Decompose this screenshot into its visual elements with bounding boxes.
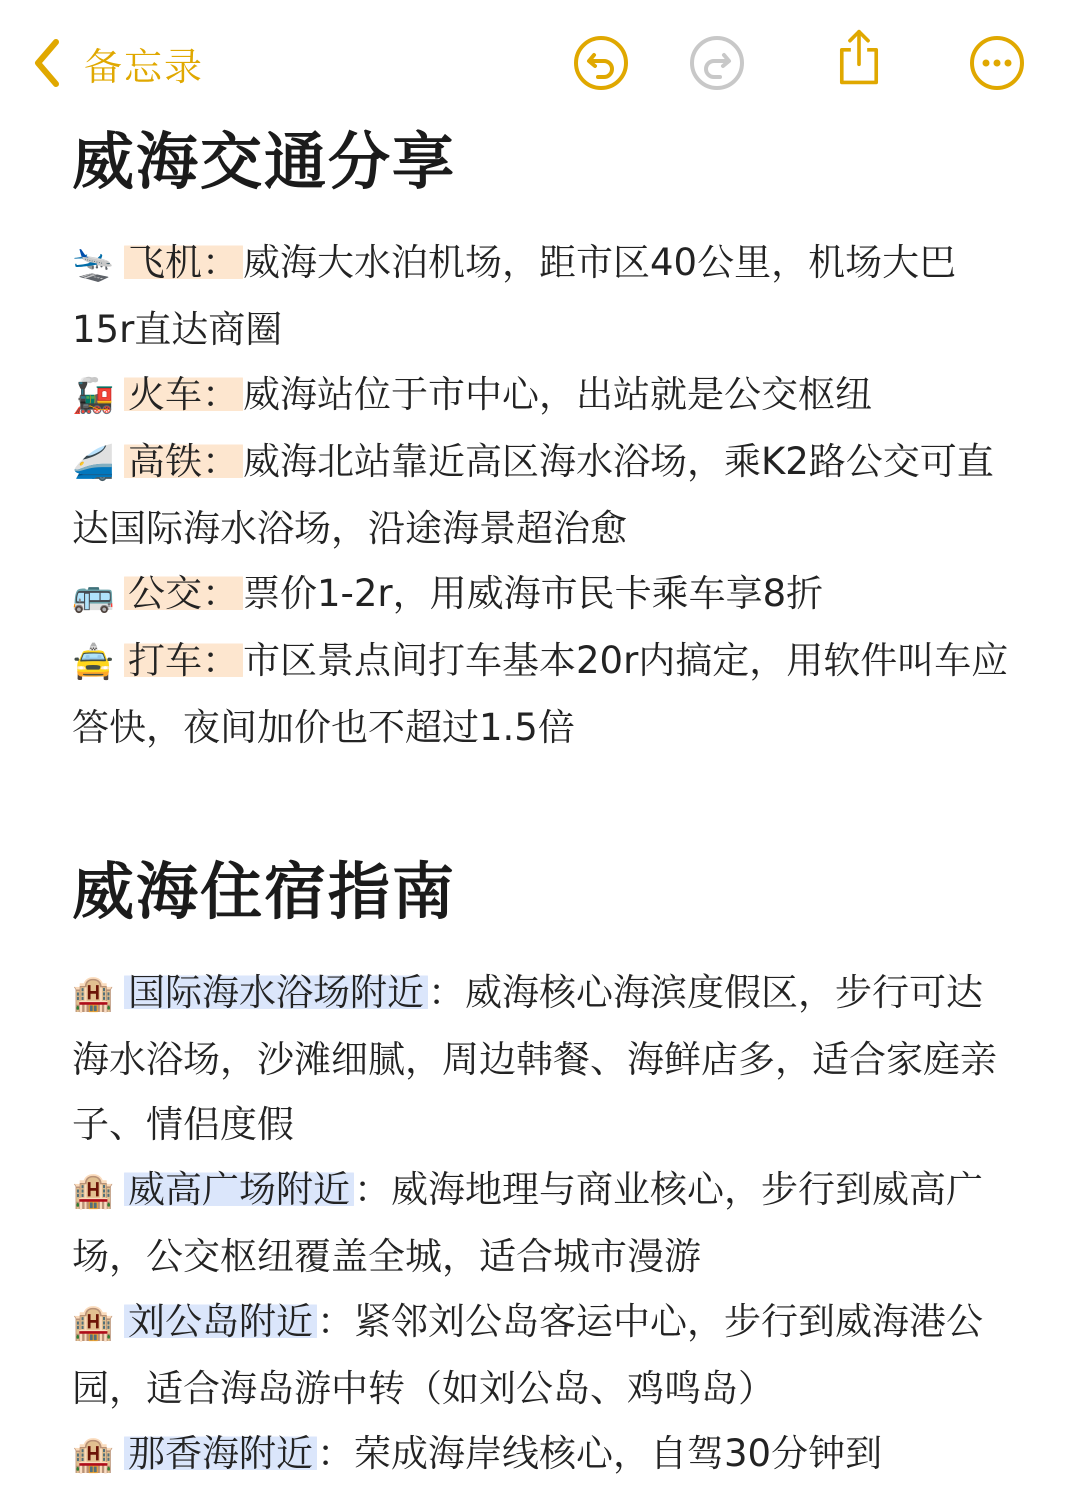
share-icon	[830, 28, 888, 86]
hotel-icon: 🏨	[72, 1171, 115, 1211]
item-label: 那香海附近	[124, 1432, 317, 1475]
item-text: ：紧邻刘公岛客运中心，步行到威海港公园，适合海岛游中转（如刘公岛、鸡鸣岛）	[72, 1300, 983, 1410]
section-title-lodging: 威海住宿指南	[72, 855, 457, 928]
item-label: 公交：	[124, 572, 243, 615]
locomotive-icon: 🚂	[72, 376, 115, 416]
item-text: ：荣成海岸线核心，自驾30分钟到	[317, 1432, 883, 1475]
back-button[interactable]	[30, 36, 204, 90]
item-label: 刘公岛附近	[124, 1300, 317, 1343]
bus-icon: 🚌	[72, 575, 115, 615]
share-button[interactable]	[830, 28, 888, 86]
transport-item-train	[72, 362, 1012, 429]
item-label: 飞机：	[124, 241, 243, 284]
transport-item-taxi	[72, 628, 1012, 760]
hotel-icon: 🏨	[72, 1303, 115, 1343]
note-body[interactable]	[72, 110, 1012, 1488]
navigation-bar	[0, 0, 1080, 120]
item-label: 威高广场附近	[124, 1168, 354, 1211]
item-text: 威海北站靠近高区海水浴场，乘K2路公交可直达国际海水浴场，沿途海景超治愈	[72, 440, 994, 550]
hotel-icon: 🏨	[72, 974, 115, 1014]
lodging-item-weigao	[72, 1157, 1012, 1289]
back-label: 备忘录	[84, 44, 205, 89]
redo-button[interactable]	[688, 34, 746, 92]
item-label: 打车：	[124, 639, 243, 682]
item-label: 国际海水浴场附近	[124, 971, 428, 1014]
chevron-left-icon	[30, 36, 64, 90]
redo-icon	[688, 34, 746, 92]
taxi-icon: 🚖	[72, 642, 115, 682]
item-text: ：威海核心海滨度假区，步行可达海水浴场，沙滩细腻，周边韩餐、海鲜店多，适合家庭亲子、情侣度假	[72, 971, 997, 1146]
high-speed-train-icon: 🚄	[72, 443, 115, 483]
item-text: 威海站位于市中心，出站就是公交枢纽	[243, 373, 872, 416]
item-label: 高铁：	[124, 440, 243, 483]
airplane-arrival-icon: 🛬	[72, 244, 115, 284]
undo-icon	[572, 34, 630, 92]
section-title-transport: 威海交通分享	[72, 125, 457, 198]
hotel-icon: 🏨	[72, 1435, 115, 1475]
item-label: 火车：	[124, 373, 243, 416]
more-icon	[968, 34, 1026, 92]
lodging-item-naxianghai	[72, 1421, 1012, 1488]
transport-item-bus	[72, 561, 1012, 628]
item-text: 市区景点间打车基本20r内搞定，用软件叫车应答快，夜间加价也不超过1.5倍	[72, 639, 1009, 749]
undo-button[interactable]	[572, 34, 630, 92]
item-text: 票价1-2r，用威海市民卡乘车享8折	[243, 572, 824, 615]
item-text: 威海大水泊机场，距市区40公里，机场大巴15r直达商圈	[72, 241, 957, 351]
lodging-item-beach	[72, 960, 1012, 1157]
transport-item-highspeed-rail	[72, 429, 1012, 561]
transport-item-plane	[72, 230, 1012, 362]
item-text: ：威海地理与商业核心，步行到威高广场，公交枢纽覆盖全城，适合城市漫游	[72, 1168, 983, 1278]
lodging-item-liugong-island	[72, 1289, 1012, 1421]
more-button[interactable]	[968, 34, 1026, 92]
